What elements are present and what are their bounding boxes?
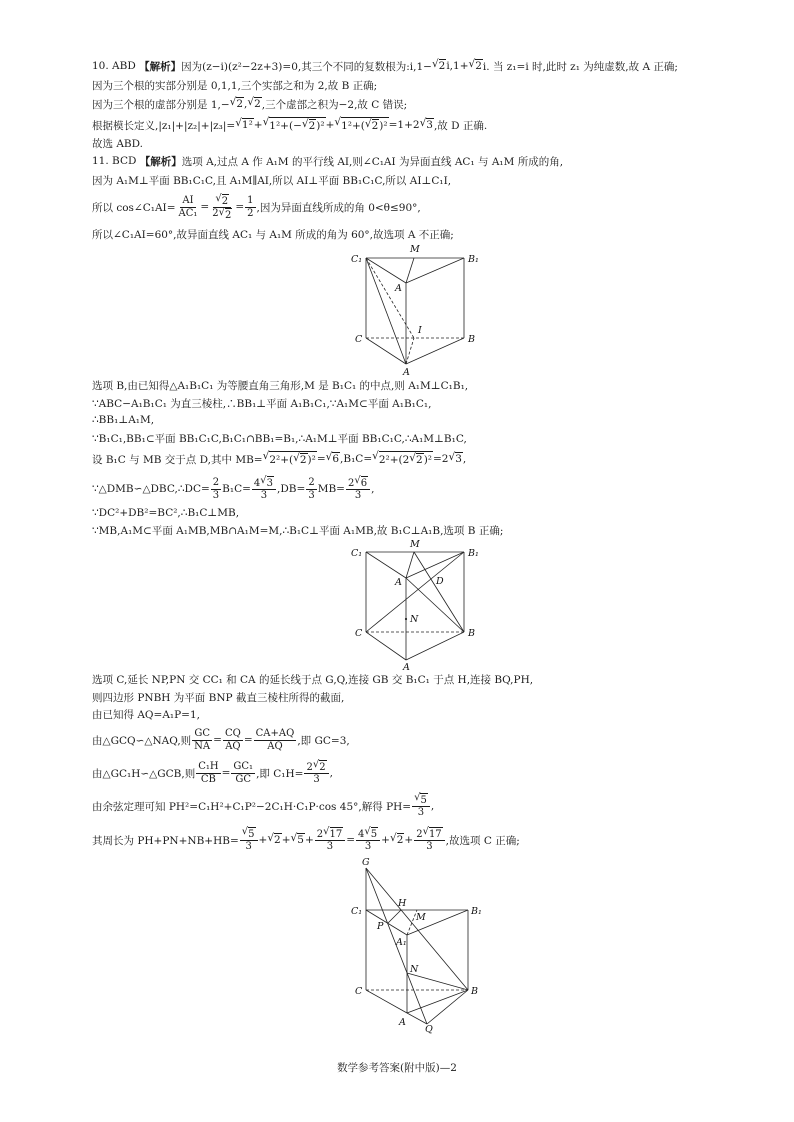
text-run: √ 5: [297, 834, 304, 847]
label-m: M: [410, 539, 420, 550]
text-run: AQ: [267, 740, 283, 752]
square-root: [313, 760, 327, 773]
fraction: [240, 827, 258, 853]
text-run: √ 17: [329, 829, 343, 841]
text-run: 2: [347, 477, 355, 489]
text-run: 因为(z−i)(z²−2z+3)=0,其三个不同的复数根为:i,1−: [181, 60, 432, 73]
text-run: √ 2: [299, 454, 307, 467]
text-run: 3: [326, 841, 334, 853]
q11c-line-5: [92, 758, 333, 788]
text-run: CQ: [224, 728, 241, 739]
square-root: [432, 59, 446, 73]
text-run: 2: [247, 207, 254, 219]
text-run: )²: [307, 454, 316, 467]
label-a1: A: [395, 577, 402, 588]
text-run: GC₁: [233, 761, 254, 772]
label-c1: C₁: [351, 548, 363, 559]
radicand: [371, 827, 378, 840]
edge-c-a: [366, 338, 406, 364]
text-run: √ 2: [308, 120, 316, 133]
denominator: [265, 741, 284, 753]
numerator: [192, 728, 212, 741]
label-d: D: [436, 576, 444, 587]
radicand: [248, 827, 255, 840]
radicand: [236, 97, 244, 111]
label-h: H: [398, 898, 407, 909]
text-run: ,故 D 正确.: [433, 119, 488, 132]
text-run: 其周长为 PH+PN+NB+HB=: [92, 834, 239, 847]
analysis-label: 【解析】: [139, 60, 182, 73]
text-run: 2: [212, 207, 219, 219]
text-run: =: [235, 201, 245, 213]
edge-c1-a1: [366, 258, 406, 283]
text-run: √ 6: [360, 478, 368, 490]
text-run: √ 1²+(: [341, 120, 365, 133]
text-run: 因为三个根的实部分别是 0,1,1,三个实部之和为 2,故 B 正确;: [92, 79, 378, 92]
radicand: [397, 833, 405, 847]
text-run: ,: [371, 483, 375, 495]
square-root: [365, 119, 379, 133]
text-run: 由△GC₁H∽△GCB,则: [92, 767, 196, 780]
text-run: ∵△DMB∽△DBC,∴DC=: [92, 483, 210, 495]
text-run: 3: [212, 489, 220, 501]
numerator: [180, 195, 195, 208]
text-run: √ 2: [319, 762, 326, 774]
label-g: G: [362, 857, 370, 868]
text-run: √ 2: [438, 60, 446, 73]
numerator: [414, 827, 444, 841]
text-run: C₁H: [198, 761, 219, 772]
edge-c1-a1: [366, 910, 407, 935]
text-run: ∵MB,A₁M⊂平面 A₁MB,MB∩A₁M=M,∴B₁C⊥平面 A₁MB,故 B₁C⊥A₁B,选项 B 正确;: [92, 524, 504, 537]
page-footer: 数学参考答案(附中版)—2: [337, 1062, 457, 1074]
square-root: [414, 793, 428, 806]
text-run: 3: [426, 841, 433, 853]
text-run: 4: [253, 477, 261, 489]
square-root: [448, 452, 462, 466]
text-run: 3: [313, 774, 320, 786]
square-root: [334, 117, 388, 133]
text-run: GC: [194, 728, 210, 739]
text-run: 2: [212, 477, 220, 488]
denominator: [243, 841, 253, 853]
text-run: ,: [329, 767, 333, 779]
point-n: [405, 618, 407, 620]
text-run: 选项 C,延长 NP,PN 交 CC₁ 和 CA 的延长线于点 G,Q,连接 GB 交 B₁C₁ 于点 H,连接 BQ,PH,: [92, 673, 534, 686]
text-run: 1: [247, 195, 254, 206]
label-a1: A₁: [396, 937, 407, 948]
square-root: [235, 118, 254, 132]
fraction: [223, 728, 243, 752]
label-a: A: [403, 367, 410, 378]
text-run: √ 3: [455, 453, 462, 466]
q11c-line-7: [92, 825, 520, 855]
square-root: [260, 476, 274, 489]
radicand: [426, 118, 434, 132]
text-run: NA: [194, 740, 211, 752]
text-run: ,故选项 C 正确;: [445, 834, 520, 847]
text-run: 11. BCD: [92, 155, 140, 167]
radicand: [309, 119, 317, 133]
label-a: A: [399, 1017, 406, 1028]
text-run: √ 2: [274, 834, 281, 847]
text-run: √ 1²: [241, 119, 253, 132]
square-root: [423, 827, 443, 840]
text-run: √ 2²+(2: [378, 454, 410, 467]
text-run: √ 5: [370, 829, 378, 841]
fraction: [196, 761, 220, 785]
segment-p-h: [388, 910, 401, 923]
text-run: √ 3: [426, 119, 433, 132]
text-run: i. 当 z₁=i 时,此时 z₁ 为纯虚数,故 A 正确;: [482, 60, 678, 73]
segment-b-q: [427, 990, 468, 1024]
text-run: ,B₁C=: [340, 453, 373, 465]
text-run: 所以∠C₁AI=60°,故异面直线 AC₁ 与 A₁M 所成的角为 60°,故选项 A 不正确;: [92, 228, 454, 241]
fraction: [254, 728, 297, 752]
radicand: [361, 476, 368, 489]
text-run: ∵DC²+DB²=BC²,∴B₁C⊥MB,: [92, 507, 240, 519]
radicand: [269, 451, 317, 467]
text-run: 所以 cos∠C₁AI=: [92, 201, 176, 214]
radicand: [274, 833, 282, 847]
label-b1: B₁: [471, 906, 482, 917]
text-run: ,: [430, 800, 435, 812]
numerator: [346, 476, 370, 490]
text-run: 因为 A₁M⊥平面 BB₁C₁C,且 A₁M∥AI,所以 AI⊥平面 BB₁C₁C,所以 AI⊥C₁I,: [92, 174, 452, 187]
numerator: [240, 827, 258, 841]
denominator: [199, 774, 218, 786]
text-run: √ 2: [371, 120, 379, 133]
text-run: GC: [235, 773, 252, 785]
square-root: [420, 118, 434, 132]
text-run: =1+2: [388, 119, 420, 131]
radicand: [429, 827, 443, 840]
text-run: =: [221, 767, 231, 779]
text-run: ∵B₁C₁,BB₁⊂平面 BB₁C₁C,B₁C₁∩BB₁=B₁,∴A₁M⊥平面 BB₁C₁C,∴A₁M⊥B₁C,: [92, 432, 467, 445]
text-run: 10. ABD: [92, 60, 140, 72]
text-run: 2: [416, 828, 423, 840]
fraction: [315, 827, 345, 853]
label-c1: C₁: [351, 906, 363, 917]
text-run: √ 2: [416, 454, 423, 467]
text-run: 由已知得 AQ=A₁P=1,: [92, 708, 200, 721]
text-run: AI: [182, 195, 194, 206]
text-run: √ 2: [254, 98, 261, 111]
numerator: [306, 477, 316, 490]
numerator: [245, 195, 255, 208]
text-run: √ 2²+(: [269, 454, 294, 467]
fraction: [177, 195, 200, 219]
fraction: [245, 195, 255, 219]
edge-a1-b1: [406, 258, 464, 283]
text-run: MB=: [317, 483, 345, 495]
denominator: [306, 490, 316, 502]
fraction: [252, 476, 276, 502]
numerator: [252, 476, 276, 490]
fraction: [412, 793, 430, 819]
text-run: ,: [462, 453, 467, 465]
square-root: [263, 117, 326, 133]
segment-a1-m: [406, 258, 414, 283]
denominator: [259, 490, 269, 502]
text-run: =: [213, 734, 222, 746]
text-run: 故选 ABD.: [92, 137, 144, 150]
label-c1: C₁: [351, 254, 363, 265]
fraction: [210, 194, 234, 221]
edge-c1-a1: [366, 552, 406, 578]
analysis-label: 【解析】: [139, 155, 182, 168]
prism-figure-2: [340, 535, 490, 675]
text-run: )²: [379, 120, 388, 133]
text-run: 由△GCQ∽△NAQ,则: [92, 734, 192, 747]
denominator: [325, 841, 335, 853]
text-run: 3: [417, 807, 425, 819]
text-run: )²: [316, 120, 325, 133]
label-n: N: [410, 964, 419, 975]
numerator: [315, 827, 345, 841]
q11c-line-6: [92, 791, 434, 821]
text-run: 因为三个根的虚部分别是 1,−: [92, 98, 230, 111]
text-run: √ 6: [332, 453, 340, 466]
text-run: +: [381, 834, 390, 846]
square-root: [293, 453, 307, 467]
numerator: [254, 728, 297, 741]
denominator: [353, 490, 363, 502]
label-b: B: [471, 986, 478, 997]
text-run: √ 5: [420, 795, 427, 807]
radicand: [242, 118, 254, 132]
numerator: [356, 827, 380, 841]
q11b-line-5: [92, 444, 466, 474]
label-b1: B₁: [468, 254, 479, 265]
edge-a-q: [407, 1013, 427, 1024]
radicand: [475, 59, 483, 73]
label-n: N: [410, 614, 419, 625]
square-root: [302, 119, 316, 133]
text-run: +: [404, 834, 414, 846]
text-run: +: [258, 834, 268, 846]
text-run: √ 2: [221, 195, 229, 207]
square-root: [291, 833, 305, 847]
text-run: √ 2: [475, 60, 482, 73]
denominator: [311, 774, 321, 786]
text-run: CB: [200, 773, 216, 785]
text-run: 则四边形 PNBH 为平面 BNP 截直三棱柱所得的截面,: [92, 691, 345, 704]
fraction: [414, 827, 444, 853]
text-run: B₁C=: [222, 483, 251, 495]
segment-n-b: [407, 973, 468, 990]
text-run: √ 2: [396, 834, 404, 847]
radicand: [319, 760, 326, 773]
text-run: √ 3: [266, 478, 274, 490]
edge-a1-b1: [406, 552, 464, 578]
text-run: √ 2: [224, 209, 232, 221]
radicand: [420, 793, 427, 806]
text-run: √ 1²+(−: [269, 120, 302, 133]
edge-a-b: [406, 632, 464, 660]
edge-a-b: [406, 338, 464, 364]
square-root: [409, 453, 423, 467]
label-i: I: [418, 325, 422, 336]
square-root: [354, 476, 368, 489]
text-run: AC₁: [178, 207, 198, 219]
q11a-line-2: [92, 165, 451, 195]
label-b: B: [468, 628, 475, 639]
text-run: ∵ABC−A₁B₁C₁ 为直三棱柱,∴BB₁⊥平面 A₁B₁C₁,∵A₁M⊂平面 A₁B₁C₁,: [92, 397, 432, 410]
q11a-line-3: [92, 192, 421, 222]
q11c-line-4: [92, 725, 350, 755]
radicand: [330, 827, 344, 840]
square-root: [390, 833, 404, 847]
numerator: [223, 728, 243, 741]
text-run: i,1+: [446, 60, 469, 72]
text-run: )²: [423, 454, 432, 467]
radicand: [416, 453, 424, 467]
square-root: [372, 451, 433, 467]
label-c: C: [355, 334, 363, 345]
fraction: [304, 760, 328, 786]
text-run: 3: [260, 490, 268, 502]
text-run: √ 5: [248, 829, 255, 841]
text-run: =: [200, 201, 210, 213]
text-run: 3: [364, 841, 372, 853]
numerator: [304, 760, 328, 774]
text-run: +: [304, 834, 314, 846]
text-run: ,即 GC=3,: [297, 734, 350, 747]
label-q: Q: [425, 1024, 433, 1035]
text-run: 2: [316, 828, 324, 840]
denominator: [245, 208, 255, 220]
denominator: [223, 741, 242, 753]
text-run: =: [243, 734, 253, 746]
text-run: 2: [308, 477, 315, 488]
text-run: 根据模长定义,|z₁|+|z₂|+|z₃|=: [92, 119, 236, 132]
q10-line-4: [92, 110, 487, 140]
fraction: [346, 476, 370, 502]
segment-a1-m: [406, 552, 414, 578]
square-root: [267, 833, 281, 847]
fraction: [306, 477, 316, 501]
text-run: 由余弦定理可知 PH²=C₁H²+C₁P²−2C₁H·C₁P·cos 45°,解得 PH=: [92, 800, 412, 813]
square-root: [247, 97, 261, 111]
denominator: [233, 774, 253, 786]
radicand: [341, 117, 389, 133]
prism-figure-3: [340, 852, 490, 1034]
text-run: =: [316, 453, 326, 465]
text-run: 3: [354, 490, 362, 502]
radicand: [254, 97, 262, 111]
text-run: ,DB=: [277, 483, 306, 495]
edge-c-a: [366, 632, 406, 660]
denominator: [177, 208, 200, 220]
prism-figure-1: [340, 240, 490, 380]
label-m: M: [410, 244, 420, 255]
denominator: [416, 807, 426, 819]
radicand: [332, 452, 340, 466]
edge-a-b: [407, 990, 468, 1013]
radicand: [439, 59, 447, 73]
text-run: 3: [245, 841, 252, 853]
numerator: [231, 761, 255, 774]
label-c: C: [355, 986, 363, 997]
text-run: ∴BB₁⊥A₁M,: [92, 414, 155, 426]
text-run: =2: [433, 453, 449, 465]
radicand: [222, 194, 229, 207]
text-run: √ 17: [428, 829, 442, 841]
text-run: ,因为异面直线所成的角 0<θ≤90°,: [256, 201, 421, 214]
fraction: [192, 728, 212, 752]
radicand: [372, 119, 380, 133]
text-run: 设 B₁C 与 MB 交于点 D,其中 MB=: [92, 453, 263, 466]
square-root: [469, 59, 483, 73]
label-a1: A: [395, 283, 402, 294]
radicand: [300, 453, 308, 467]
numerator: [213, 194, 231, 208]
label-b: B: [468, 334, 475, 345]
text-run: 2: [306, 761, 313, 773]
radicand: [269, 117, 325, 133]
text-run: 3: [308, 489, 315, 501]
text-run: CA+AQ: [255, 728, 295, 739]
radicand: [267, 476, 274, 489]
text-run: ,三个虚部之积为−2,故 C 错误;: [261, 98, 408, 111]
label-p: P: [377, 921, 384, 932]
text-run: ,: [244, 98, 248, 110]
edge-c-a: [366, 990, 407, 1013]
label-c: C: [355, 628, 363, 639]
text-run: AQ: [225, 740, 241, 752]
text-run: 选项 A,过点 A 作 A₁M 的平行线 AI,则∠C₁AI 为异面直线 AC₁ 与 A₁M 所成的角,: [181, 155, 564, 168]
text-run: +: [281, 834, 291, 846]
square-root: [242, 827, 256, 840]
text-run: 选项 B,由已知得△A₁B₁C₁ 为等腰直角三角形,M 是 B₁C₁ 的中点,则 A₁M⊥C₁B₁,: [92, 379, 469, 392]
text-run: 4: [358, 828, 365, 840]
radicand: [455, 452, 463, 466]
label-b1: B₁: [468, 548, 479, 559]
text-run: +: [253, 119, 263, 131]
radicand: [379, 451, 433, 467]
text-run: √ 2: [236, 98, 244, 111]
square-root: [263, 451, 317, 467]
fraction: [231, 761, 255, 785]
numerator: [412, 793, 430, 807]
radicand: [297, 833, 305, 847]
square-root: [323, 827, 343, 840]
fraction: [356, 827, 380, 853]
label-m: M: [416, 912, 426, 923]
text-run: ,即 C₁H=: [256, 767, 304, 780]
square-root: [230, 97, 244, 111]
square-root: [326, 452, 340, 466]
text-run: +: [325, 119, 335, 131]
square-root: [364, 827, 378, 840]
denominator: [192, 741, 212, 753]
segment-c1-a: [366, 258, 406, 364]
numerator: [211, 477, 221, 490]
segment-a-i: [406, 338, 414, 364]
square-root: [215, 194, 229, 207]
label-a: A: [403, 662, 410, 673]
segment-c1-i: [366, 258, 414, 338]
text-run: =: [346, 834, 356, 846]
numerator: [196, 761, 220, 774]
